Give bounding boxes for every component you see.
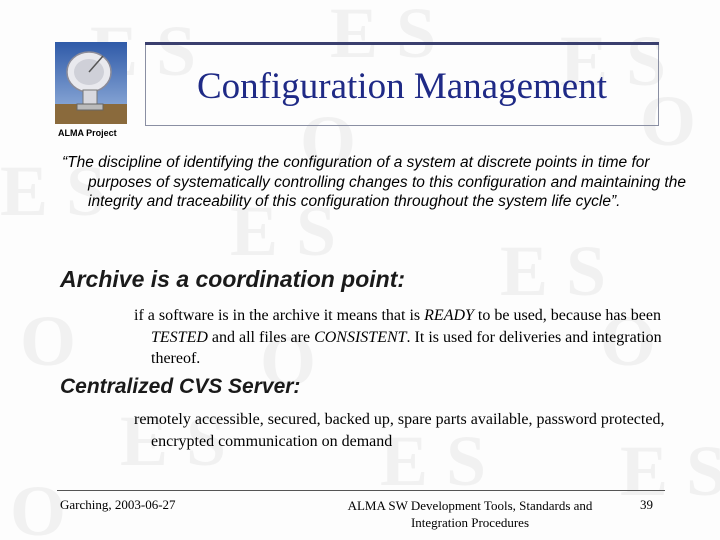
footer-title: ALMA SW Development Tools, Standards and Integration Procedures xyxy=(347,498,593,530)
title-box xyxy=(145,42,659,126)
page-number: 39 xyxy=(640,497,653,512)
definition-quote: “The discipline of identifying the configuration of a system at discrete points in time for purposes of systematically controlling changes to this configuration and maintaining the integrity and traceability of this configuration throughout the system life cycle”. xyxy=(62,154,686,210)
emphasis-tested: TESTED xyxy=(151,328,208,346)
footer-date: Garching, 2003-06-27 xyxy=(60,497,176,512)
cvs-paragraph: remotely accessible, secured, backed up, spare parts available, password protected, encrypted communication on demand xyxy=(134,411,665,450)
archive-paragraph: if a software is in the archive it means that is READY to be used, because has been TESTED and all files are CONSISTENT. It is used for deliveries and integration thereof. xyxy=(134,307,662,367)
section-heading-cvs: Centralized CVS Server: xyxy=(60,375,301,398)
alma-antenna-logo-icon xyxy=(55,42,127,124)
slide-title: Configuration Management xyxy=(197,66,607,107)
emphasis-ready: READY xyxy=(424,307,474,324)
footer-divider xyxy=(57,490,665,491)
section-heading-archive: Archive is a coordination point: xyxy=(60,266,406,292)
emphasis-consistent: CONSISTENT xyxy=(314,328,407,346)
logo-caption: ALMA Project xyxy=(58,128,117,138)
